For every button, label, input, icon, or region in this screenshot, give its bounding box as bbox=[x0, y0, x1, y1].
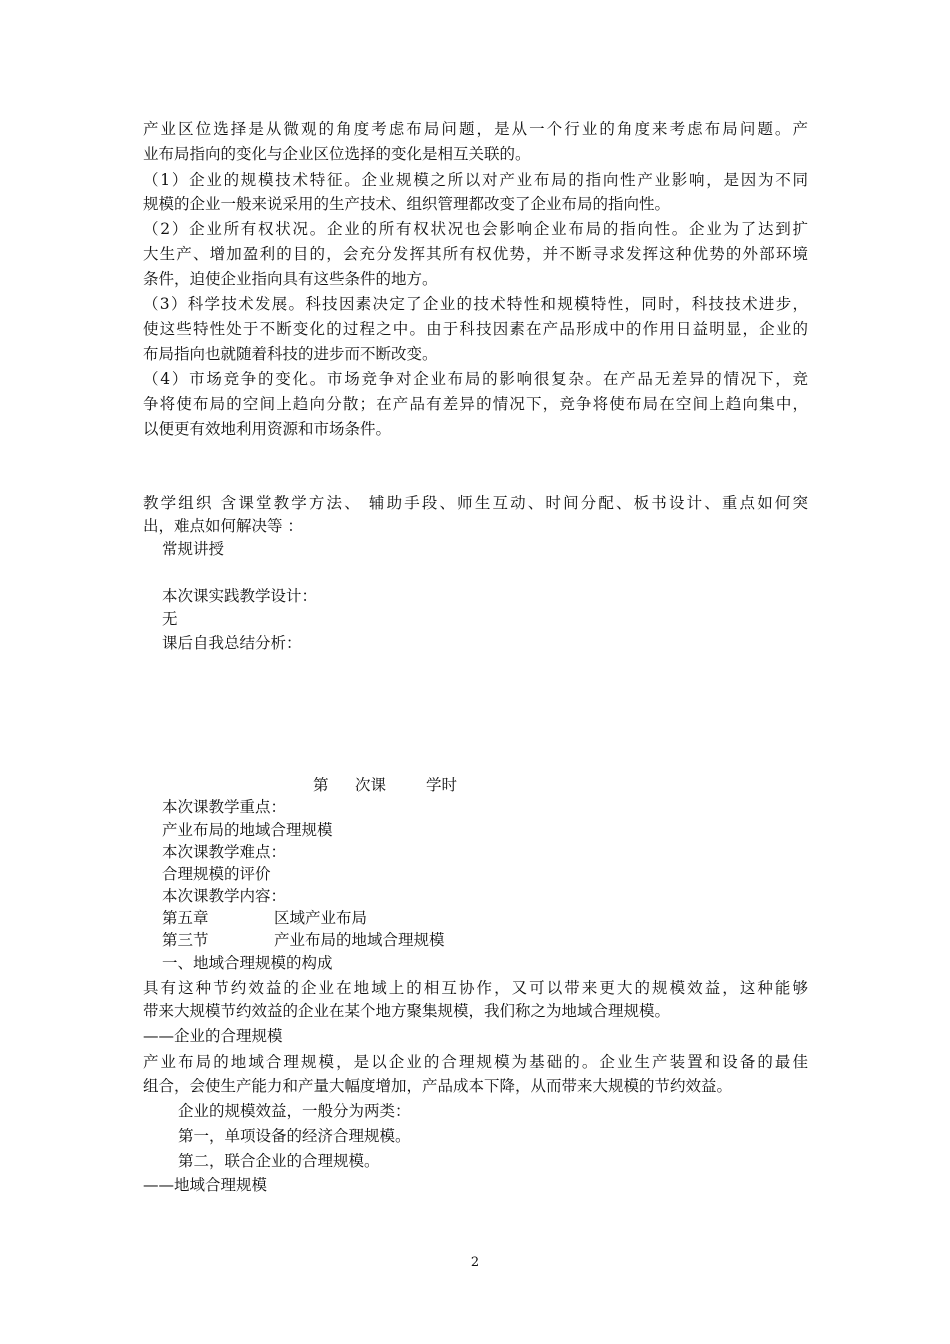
para1-line2: 业布局指向的变化与企业区位选择的变化是相互关联的。 bbox=[143, 145, 531, 163]
content-label: 本次课教学内容： bbox=[162, 887, 287, 905]
body-item-second: 第二，联合企业的合理规模。 bbox=[178, 1152, 380, 1170]
item4-line3: 以便更有效地利用资源和市场条件。 bbox=[143, 420, 392, 438]
lesson-header-di: 第 bbox=[313, 776, 329, 794]
item3-line3: 布局指向也就随着科技的进步而不断改变。 bbox=[143, 345, 438, 363]
difficulty-text: 合理规模的评价 bbox=[162, 865, 271, 883]
chapter-number: 第五章 bbox=[162, 909, 209, 927]
practice-answer: 无 bbox=[162, 610, 178, 628]
section-title: 产业布局的地域合理规模 bbox=[274, 931, 445, 949]
body-para1-line2: 带来大规模节约效益的企业在某个地方聚集规模，我们称之为地域合理规模。 bbox=[143, 1002, 671, 1020]
practice-label: 本次课实践教学设计： bbox=[162, 587, 318, 605]
difficulty-label: 本次课教学难点： bbox=[162, 843, 287, 861]
body-item-first: 第一，单项设备的经济合理规模。 bbox=[178, 1127, 411, 1145]
lesson-header-ci: 次课 bbox=[355, 776, 387, 794]
para1-line1: 产业区位选择是从微观的角度考虑布局问题，是从一个行业的角度来考虑布局问题。产 bbox=[143, 120, 808, 138]
subheading-regional-scale: ——地域合理规模 bbox=[143, 1176, 268, 1194]
body-para1-line1: 具有这种节约效益的企业在地域上的相互协作，又可以带来更大的规模效益，这种能够 bbox=[143, 979, 808, 997]
item1-line2: 规模的企业一般来说采用的生产技术、组织管理都改变了企业布局的指向性。 bbox=[143, 195, 671, 213]
key-point-text: 产业布局的地域合理规模 bbox=[162, 821, 333, 839]
org-line1: 教学组织 含课堂教学方法、 辅助手段、师生互动、时间分配、板书设计、重点如何突 bbox=[143, 494, 808, 512]
item2-line1: （2）企业所有权状况。企业的所有权状况也会影响企业布局的指向性。企业为了达到扩 bbox=[143, 220, 808, 238]
chapter-title: 区域产业布局 bbox=[274, 909, 368, 927]
section-number: 第三节 bbox=[162, 931, 209, 949]
item1-line1: （1）企业的规模技术特征。企业规模之所以对产业布局的指向性产业影响，是因为不同 bbox=[143, 171, 808, 189]
page-number: 2 bbox=[470, 1255, 480, 1270]
key-point-label: 本次课教学重点： bbox=[162, 798, 287, 816]
item3-line2: 使这些特性处于不断变化的过程之中。由于科技因素在产品形成中的作用日益明显，企业的 bbox=[143, 320, 808, 338]
body-para3: 企业的规模效益，一般分为两类： bbox=[178, 1102, 411, 1120]
item2-line3: 条件，迫使企业指向具有这些条件的地方。 bbox=[143, 270, 438, 288]
heading-1: 一、地域合理规模的构成 bbox=[162, 954, 333, 972]
item3-line1: （3）科学技术发展。科技因素决定了企业的技术特性和规模特性，同时，科技技术进步， bbox=[143, 295, 808, 313]
body-para2-line1: 产业布局的地域合理规模，是以企业的合理规模为基础的。企业生产装置和设备的最佳 bbox=[143, 1053, 808, 1071]
org-line2: 出，难点如何解决等 ： bbox=[143, 517, 303, 535]
item4-line1: （4）市场竞争的变化。市场竞争对企业布局的影响很复杂。在产品无差异的情况下，竞 bbox=[143, 370, 808, 388]
body-para2-line2: 组合，会使生产能力和产量大幅度增加，产品成本下降，从而带来大规模的节约效益。 bbox=[143, 1077, 733, 1095]
summary-label: 课后自我总结分析： bbox=[162, 634, 302, 652]
org-answer: 常规讲授 bbox=[162, 540, 225, 558]
lesson-header-xueshi: 学时 bbox=[426, 776, 458, 794]
subheading-enterprise-scale: ——企业的合理规模 bbox=[143, 1027, 283, 1045]
item2-line2: 大生产、增加盈利的目的，会充分发挥其所有权优势，并不断寻求发挥这种优势的外部环境 bbox=[143, 245, 808, 263]
item4-line2: 争将使布局的空间上趋向分散；在产品有差异的情况下，竞争将使布局在空间上趋向集中， bbox=[143, 395, 808, 413]
